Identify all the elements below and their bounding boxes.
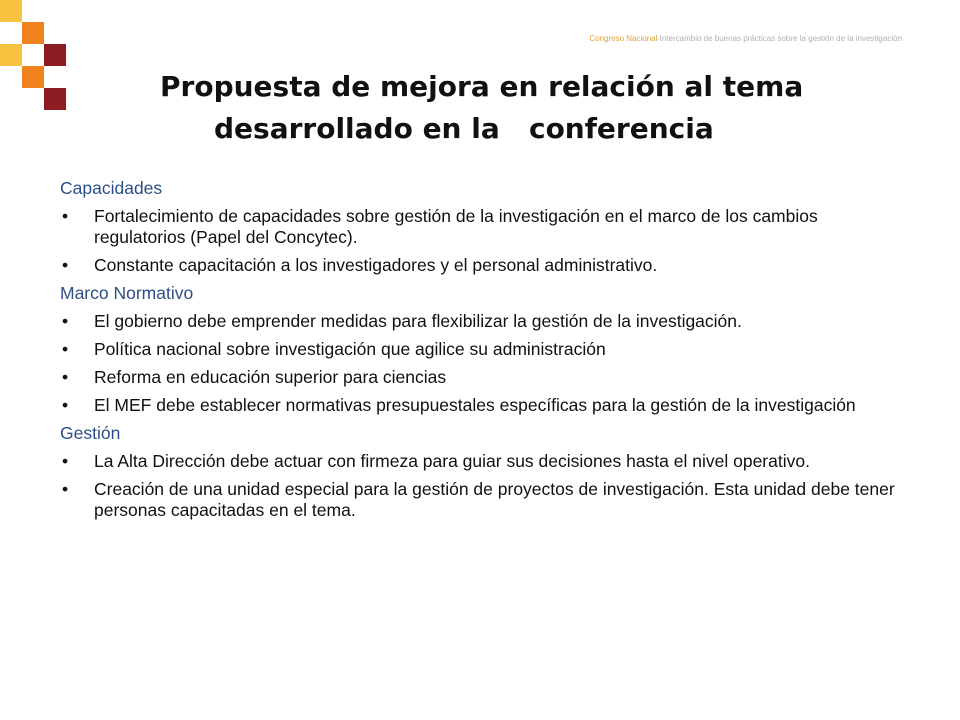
section-capacidades bbox=[60, 178, 910, 276]
list-item: • Creación de una unidad especial para la gestión de proyectos de investigación. Esta unidad debe tener personas capacitadas en el tema. bbox=[60, 479, 910, 521]
list-item: • Reforma en educación superior para ciencias bbox=[60, 367, 910, 388]
slide-title-line2: desarrollado en la conferencia bbox=[214, 112, 714, 145]
section-heading: Gestión bbox=[60, 423, 121, 443]
list-item: • Política nacional sobre investigación que agilice su administración bbox=[60, 339, 910, 360]
event-name: Congreso Nacional bbox=[589, 34, 658, 43]
section-gestion bbox=[60, 423, 910, 521]
list-item: • Constante capacitación a los investigadores y el personal administrativo. bbox=[60, 255, 910, 276]
deco-square-yellow bbox=[0, 0, 22, 22]
deco-square-maroon bbox=[44, 44, 66, 66]
deco-square-maroon bbox=[44, 88, 66, 110]
bullet-list bbox=[60, 451, 910, 521]
list-item: • El gobierno debe emprender medidas para flexibilizar la gestión de la investigación. bbox=[60, 311, 910, 332]
event-subtitle: Intercambio de buenas prácticas sobre la gestión de la investigación bbox=[659, 34, 902, 43]
slide-content bbox=[60, 178, 910, 528]
slide-title bbox=[150, 66, 910, 150]
event-header bbox=[589, 34, 902, 43]
list-item: • Fortalecimiento de capacidades sobre gestión de la investigación en el marco de los cambios regulatorios (Papel del Concytec). bbox=[60, 206, 910, 248]
bullet-list bbox=[60, 311, 910, 416]
list-item: • La Alta Dirección debe actuar con firmeza para guiar sus decisiones hasta el nivel operativo. bbox=[60, 451, 910, 472]
section-marco-normativo bbox=[60, 283, 910, 416]
deco-square-yellow bbox=[0, 44, 22, 66]
deco-square-orange bbox=[22, 22, 44, 44]
bullet-list bbox=[60, 206, 910, 276]
deco-square-orange bbox=[22, 66, 44, 88]
list-item: • El MEF debe establecer normativas presupuestales específicas para la gestión de la investigación bbox=[60, 395, 910, 416]
section-heading: Marco Normativo bbox=[60, 283, 194, 303]
section-heading: Capacidades bbox=[60, 178, 163, 198]
slide-title-line1: Propuesta de mejora en relación al tema bbox=[160, 70, 804, 103]
